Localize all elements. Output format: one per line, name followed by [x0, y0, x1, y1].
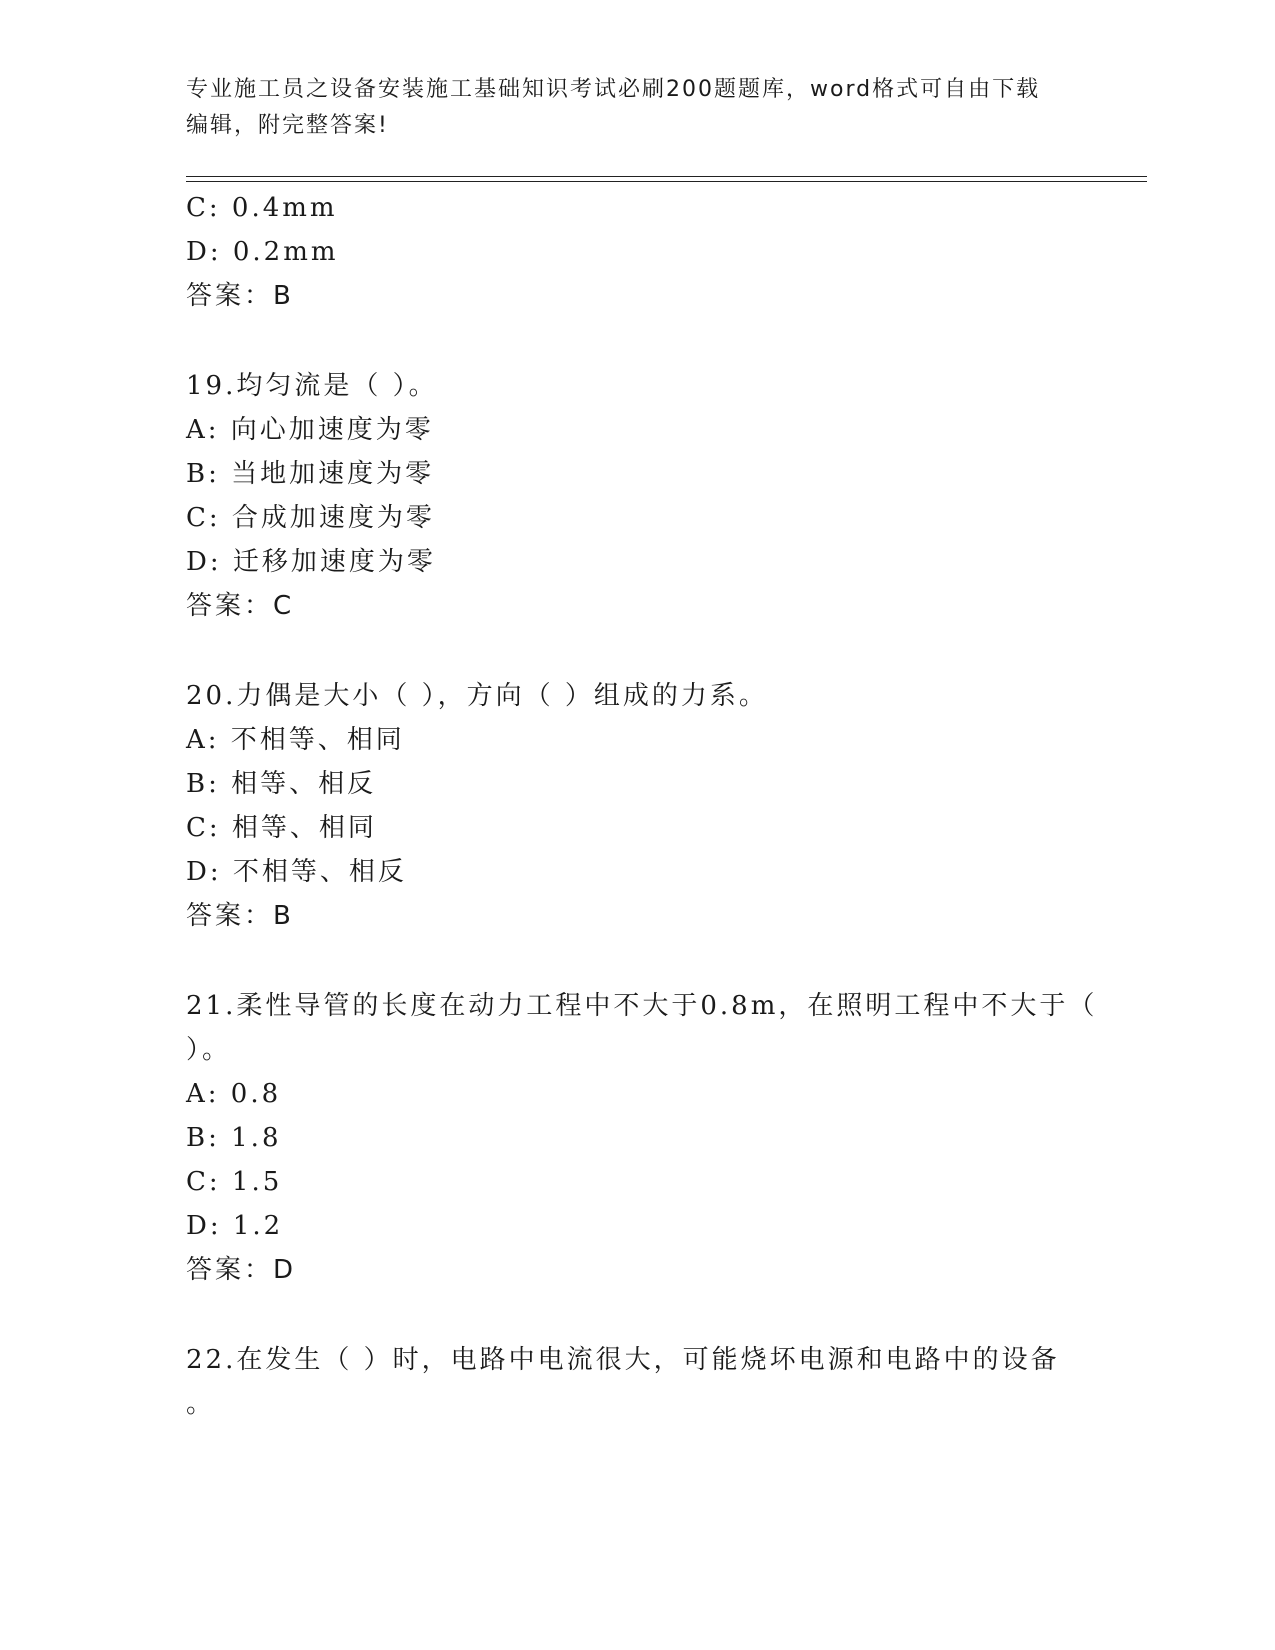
q21-stem-line-2: ）。 [186, 1035, 232, 1065]
q19-option-d: D: 迁移加速度为零 [186, 547, 436, 577]
header-divider-top [186, 176, 1147, 177]
q18-option-c: C: 0.4mm [186, 193, 338, 223]
q21-option-d: D: 1.2 [186, 1211, 284, 1241]
q19-answer: 答案：C [186, 591, 295, 621]
document-header [186, 72, 1066, 144]
q20-stem: 20.力偶是大小（ ），方向（ ）组成的力系。 [186, 681, 768, 711]
q20-option-d: D: 不相等、相反 [186, 857, 407, 887]
q19-option-b: B: 当地加速度为零 [186, 459, 435, 489]
q21-stem-line-1: 21.柔性导管的长度在动力工程中不大于0.8m，在照明工程中不大于（ [186, 991, 1098, 1021]
q21-option-b: B: 1.8 [186, 1123, 282, 1153]
q20-answer: 答案：B [186, 901, 294, 931]
q21-option-c: C: 1.5 [186, 1167, 283, 1197]
header-title-line-2: 编辑，附完整答案! [186, 113, 389, 138]
q18-answer: 答案：B [186, 281, 294, 311]
q21-answer: 答案：D [186, 1255, 297, 1285]
q19-option-a: A: 向心加速度为零 [186, 415, 434, 445]
q20-option-c: C: 相等、相同 [186, 813, 377, 843]
q22-stem-line-2: 。 [186, 1389, 216, 1419]
q21-option-a: A: 0.8 [186, 1079, 282, 1109]
header-divider-bottom [186, 181, 1147, 182]
q19-option-c: C: 合成加速度为零 [186, 503, 435, 533]
q20-option-b: B: 相等、相反 [186, 769, 377, 799]
q22-stem-line-1: 22.在发生（ ）时，电路中电流很大，可能烧坏电源和电路中的设备 [186, 1345, 1060, 1375]
q20-option-a: A: 不相等、相同 [186, 725, 405, 755]
q18-option-d: D: 0.2mm [186, 237, 339, 267]
header-title-line-1: 专业施工员之设备安装施工基础知识考试必刷200题题库，word格式可自由下载 [186, 77, 1041, 102]
q19-stem: 19.均匀流是（ ）。 [186, 371, 438, 401]
